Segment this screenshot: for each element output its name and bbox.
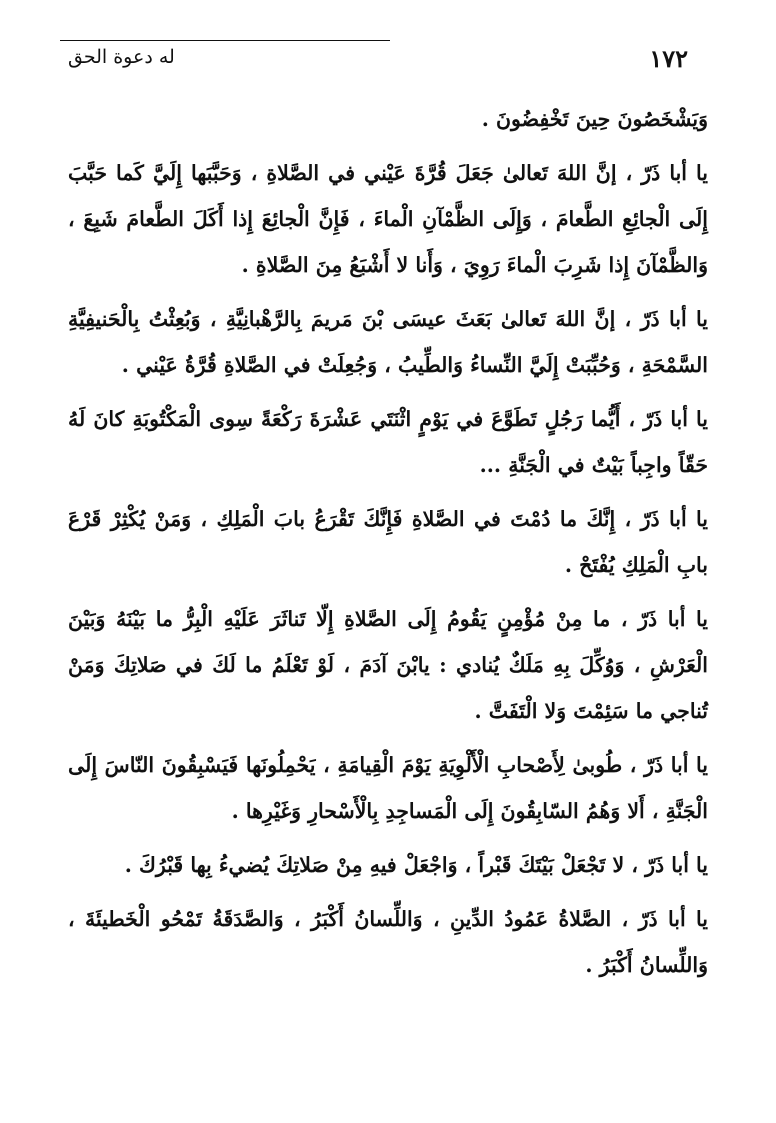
paragraph: وَيَشْخَصُونَ حِينَ تَخْفِضُونَ . — [481, 107, 708, 131]
paragraph: يا أبا ذَرّ ، أَيُّما رَجُلٍ تَطَوَّعَ في يَوْمٍ اثْنَتَي عَشْرَةَ رَكْعَةً سِوى الْمَكْتُوبَةِ كانَ لَهُ حَقّاً واجِباً بَيْتٌ في الْجَنَّةِ ... — [68, 407, 708, 477]
paragraph: يا أبا ذَرّ ، إنَّ اللهَ تَعالىٰ بَعَثَ عيسَى بْنَ مَريمَ بِالرَّهْبانِيَّةِ ، وَبُعِثْتُ بِالْحَنيفِيَّةِ السَّمْحَةِ ، وَحُبِّبَتْ إِلَيَّ النِّساءُ وَالطِّيبُ ، وَجُعِلَتْ في الصَّلاةِ قُرَّةُ عَيْني . — [68, 307, 708, 377]
paragraph: يا أبا ذَرّ ، طُوبىٰ لِأَصْحابِ الْأَلْوِيَةِ يَوْمَ الْقِيامَةِ ، يَحْمِلُونَها فَيَسْبِقُونَ النّاسَ إِلَى الْجَنَّةِ ، أَلا وَهُمُ السّابِقُونَ إِلَى الْمَساجِدِ بِالْأَسْحارِ وَغَيْرِها . — [68, 753, 708, 823]
paragraph: يا أبا ذَرّ ، الصَّلاةُ عَمُودُ الدِّينِ ، وَاللِّسانُ أَكْبَرُ ، وَالصَّدَقَةُ تَمْحُو الْخَطيئَةَ ، وَاللِّسانُ أَكْبَرُ . — [68, 907, 708, 977]
body-text — [68, 96, 708, 996]
paragraph: يا أبا ذَرّ ، إنَّ اللهَ تَعالىٰ جَعَلَ قُرَّةَ عَيْني في الصَّلاةِ ، وَحَبَّبَها إِلَيَّ كَما حَبَّبَ إِلَى الْجائِعِ الطَّعامَ ، وَإِلَى الظَّمْآنِ الْماءَ ، فَإِنَّ الْجائِعَ إِذا أَكَلَ الطَّعامَ شَبِعَ ، وَالظَّمْآنَ إِذا شَرِبَ الْماءَ رَوِيَ ، وَأَنا لا أَشْبَعُ مِنَ الصَّلاةِ . — [68, 161, 708, 277]
page-header — [60, 40, 700, 80]
paragraph: يا أبا ذَرّ ، لا تَجْعَلْ بَيْتَكَ قَبْراً ، وَاجْعَلْ فيهِ مِنْ صَلاتِكَ يُضيءُ بِها قَبْرُكَ . — [124, 853, 708, 877]
paragraph: يا أبا ذَرّ ، إِنَّكَ ما دُمْتَ في الصَّلاةِ فَإِنَّكَ تَقْرَعُ بابَ الْمَلِكِ ، وَمَنْ يُكْثِرْ قَرْعَ بابِ الْمَلِكِ يُفْتَحْ . — [68, 507, 708, 577]
page-number: ١٧٢ — [649, 44, 688, 73]
running-title: له دعوة الحق — [68, 46, 175, 68]
paragraph: يا أبا ذَرّ ، ما مِنْ مُؤْمِنٍ يَقُومُ إِلَى الصَّلاةِ إِلّا تَناثَرَ عَلَيْهِ الْبِرُّ ما بَيْنَهُ وَبَيْنَ الْعَرْشِ ، وَوُكِّلَ بِهِ مَلَكٌ يُنادي : يابْنَ آدَمَ ، لَوْ تَعْلَمُ ما لَكَ في صَلاتِكَ وَمَنْ تُناجي ما سَئِمْتَ وَلا الْتَفَتَّ . — [68, 607, 708, 723]
header-rule — [60, 40, 390, 41]
